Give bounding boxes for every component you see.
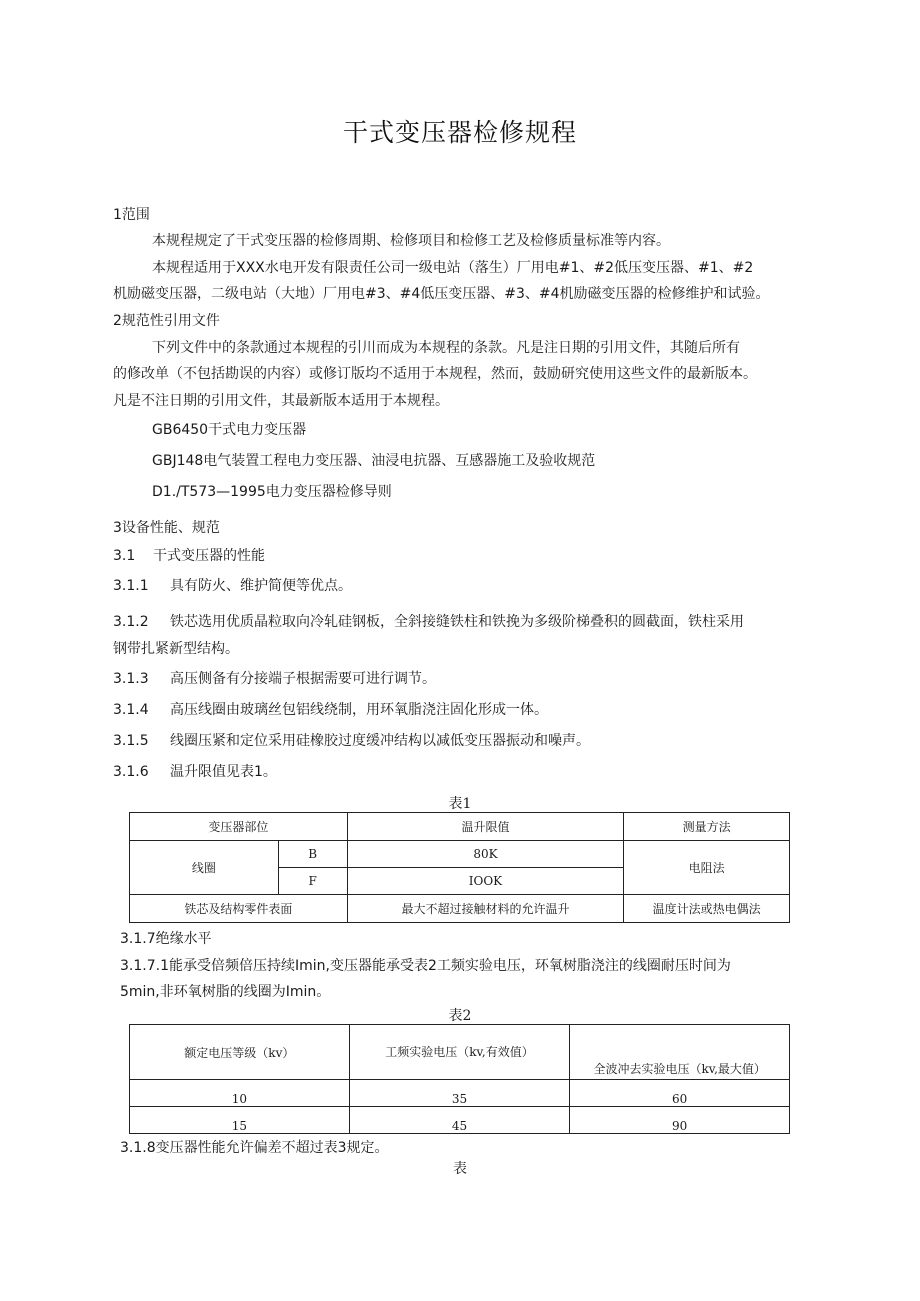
table-row bbox=[130, 1107, 790, 1134]
table-1-caption: 表1 bbox=[448, 796, 472, 812]
clause-number: 3.1.6 bbox=[113, 764, 149, 780]
reference-3: D1./T573—1995电力变压器检修导则 bbox=[152, 484, 392, 500]
clause-3-1-4 bbox=[113, 700, 548, 720]
clause-text: 高压线圈由玻璃丝包铝线绕制，用环氧脂浇注固化形成一体。 bbox=[170, 702, 548, 718]
section-2-paragraph-line-2: 的修改单（不包括勘误的内容）或修订版均不适用于本规程，然而，鼓励研究使用这些文件的最新版本。 bbox=[113, 366, 757, 382]
table-1-core-part: 铁芯及结构零件表面 bbox=[130, 895, 348, 923]
reference-2: GBJ148电气装置工程电力变压器、油浸电抗器、互感器施工及验收规范 bbox=[152, 453, 596, 469]
clause-text: 高压侧备有分接端子根据需要可进行调节。 bbox=[170, 671, 436, 687]
table-2-cell: 45 bbox=[349, 1107, 570, 1134]
table-1 bbox=[129, 812, 790, 923]
table-row bbox=[130, 841, 790, 868]
clause-number: 3.1.3 bbox=[113, 671, 149, 687]
table-1-header-part: 变压器部位 bbox=[130, 813, 348, 841]
table-2-cell: 10 bbox=[130, 1080, 350, 1107]
section-2-paragraph-line-3: 凡是不注日期的引用文件，其最新版本适用于本规程。 bbox=[113, 393, 449, 409]
table-row bbox=[130, 1025, 790, 1080]
clause-3-1-8: 3.1.8变压器性能允许偏差不超过表3规定。 bbox=[120, 1140, 389, 1156]
clause-text: 线圈压紧和定位采用硅橡胶过度缓冲结构以减低变压器振动和噪声。 bbox=[170, 733, 590, 749]
clause-text: 具有防火、维护简便等优点。 bbox=[170, 578, 352, 594]
clause-3-1 bbox=[113, 546, 265, 566]
table-1-core-method: 温度计法或热电偶法 bbox=[624, 895, 790, 923]
table-2-header-power-frequency: 工频实验电压（kv,有效值） bbox=[349, 1025, 570, 1080]
table-2-header-rated-voltage: 额定电压等级（kv） bbox=[130, 1025, 350, 1080]
table-row bbox=[130, 1080, 790, 1107]
clause-3-1-7-1-line-2: 5min,非环氧树脂的线圈为Imin。 bbox=[120, 984, 331, 1000]
clause-3-1-2-continuation: 钢带扎紧新型结构。 bbox=[113, 641, 239, 657]
clause-number: 3.1.1 bbox=[113, 578, 149, 594]
clause-number: 3.1.4 bbox=[113, 702, 149, 718]
table-2-cell: 15 bbox=[130, 1107, 350, 1134]
section-3-heading: 3设备性能、规范 bbox=[113, 520, 220, 536]
table-2-header-impulse: 全波冲去实验电压（kv,最大值） bbox=[570, 1025, 790, 1080]
clause-3-1-5 bbox=[113, 731, 590, 751]
clause-text: 温升限值见表1。 bbox=[170, 764, 277, 780]
clause-3-1-1 bbox=[113, 576, 352, 596]
clause-3-1-7: 3.1.7绝缘水平 bbox=[120, 931, 212, 947]
section-1-paragraph-2-line-2: 机励磁变压器，二级电站（大地）厂用电#3、#4低压变压器、#3、#4机励磁变压器的检修维护和试验。 bbox=[113, 286, 770, 302]
clause-text: 铁芯选用优质晶粒取向冷轧硅钢板，全斜接缝铁柱和铁挽为多级阶梯叠积的圆截面，铁柱采用 bbox=[170, 614, 744, 630]
table-2-cell: 60 bbox=[570, 1080, 790, 1107]
clause-number: 3.1.5 bbox=[113, 733, 149, 749]
table-1-core-limit: 最大不超过接触材料的允许温升 bbox=[347, 895, 624, 923]
table-1-class-b-value: 80K bbox=[347, 841, 624, 868]
reference-1: GB6450干式电力变压器 bbox=[152, 422, 307, 438]
page-title: 干式变压器检修规程 bbox=[342, 118, 577, 147]
table-2 bbox=[129, 1024, 790, 1134]
table-1-class-f-value: IOOK bbox=[347, 868, 624, 895]
table-1-class-f: F bbox=[278, 868, 347, 895]
section-1-paragraph-1: 本规程规定了干式变压器的检修周期、检修项目和检修工艺及检修质量标准等内容。 bbox=[152, 233, 670, 249]
section-1-heading: 1范围 bbox=[113, 207, 150, 223]
table-1-class-b: B bbox=[278, 841, 347, 868]
table-row bbox=[130, 895, 790, 923]
clause-3-1-6 bbox=[113, 762, 277, 782]
table-1-coil-method: 电阻法 bbox=[624, 841, 790, 895]
clause-3-1-7-1-line-1: 3.1.7.1能承受倍频倍压持续Imin,变压器能承受表2工频实验电压，环氧树脂浇注的线圈耐压时间为 bbox=[120, 958, 731, 974]
table-1-header-limit: 温升限值 bbox=[347, 813, 624, 841]
table-1-coil-cell: 线圈 bbox=[130, 841, 279, 895]
section-1-paragraph-2-line-1: 本规程适用于XXX水电开发有限责任公司一级电站（落生）厂用电#1、#2低压变压器、#1、#2 bbox=[152, 260, 754, 276]
table-1-header-method: 测量方法 bbox=[624, 813, 790, 841]
clause-3-1-3 bbox=[113, 669, 436, 689]
table-2-cell: 35 bbox=[349, 1080, 570, 1107]
clause-number: 3.1.2 bbox=[113, 614, 149, 630]
clause-3-1-2 bbox=[113, 612, 744, 632]
table-2-caption: 表2 bbox=[448, 1008, 472, 1024]
clause-text: 干式变压器的性能 bbox=[153, 548, 265, 564]
table-2-cell: 90 bbox=[570, 1107, 790, 1134]
table-row bbox=[130, 813, 790, 841]
clause-number: 3.1 bbox=[113, 548, 136, 564]
section-2-heading: 2规范性引用文件 bbox=[113, 313, 220, 329]
table-3-caption: 表 bbox=[453, 1161, 467, 1177]
section-2-paragraph-line-1: 下列文件中的条款通过本规程的引川而成为本规程的条款。凡是注日期的引用文件，其随后所有 bbox=[152, 340, 740, 356]
